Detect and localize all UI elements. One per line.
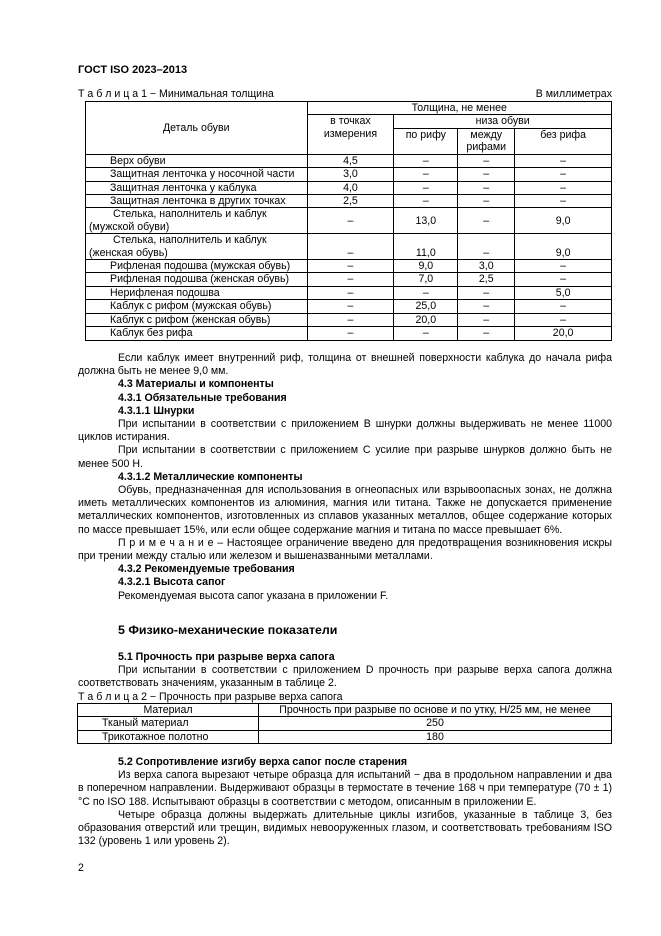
points-cell: – (307, 234, 394, 260)
header-between: между рифами (458, 128, 515, 154)
table1-units: В миллиметрах (535, 88, 612, 100)
part-cell: Верх обуви (86, 154, 308, 167)
header-no-rib: без рифа (515, 128, 612, 154)
points-cell: – (307, 260, 394, 273)
table1-caption: Т а б л и ц а 1 − Минимальная толщина (78, 88, 274, 100)
table-row (78, 717, 612, 730)
no-rib-cell: – (515, 260, 612, 273)
header-material: Материал (78, 704, 259, 717)
heading-5-2: 5.2 Сопротивление изгибу верха сапог после старения (118, 756, 408, 768)
part-cell: Защитная ленточка у каблука (86, 181, 308, 194)
table-row (78, 730, 612, 743)
table-row (86, 208, 612, 234)
between-cell: 3,0 (458, 260, 515, 273)
between-cell: 2,5 (458, 273, 515, 286)
on-rib-cell: – (394, 286, 458, 299)
heading-4-3-1-1: 4.3.1.1 Шнурки (118, 404, 195, 417)
header-points: в точках измерения (307, 115, 394, 154)
between-cell: – (458, 208, 515, 234)
note: П р и м е ч а н и е – Настоящее ограничение введено для предотвращения возникновения искры при трении между сталью или железом и вышеназванными металлами. (78, 536, 612, 563)
no-rib-cell: 9,0 (515, 208, 612, 234)
no-rib-cell: – (515, 195, 612, 208)
section-5-1 (78, 651, 612, 704)
strength-cell: 250 (259, 717, 612, 730)
part-cell: Нерифленая подошва (86, 286, 308, 299)
part-cell: Рифленая подошва (мужская обувь) (86, 260, 308, 273)
on-rib-cell: – (394, 195, 458, 208)
paragraph: Рекомендуемая высота сапог указана в приложении F. (118, 589, 389, 602)
on-rib-cell: 13,0 (394, 208, 458, 234)
no-rib-cell: – (515, 300, 612, 313)
section-4-3 (78, 352, 612, 603)
no-rib-cell: 20,0 (515, 327, 612, 340)
part-cell: Каблук с рифом (мужская обувь) (86, 300, 308, 313)
points-cell: – (307, 300, 394, 313)
paragraph: При испытании в соответствии с приложением C усилие при разрыве шнурков должно быть не менее 500 Н. (78, 444, 612, 470)
table-row (86, 300, 612, 313)
heading-4-3: 4.3 Материалы и компоненты (118, 378, 274, 391)
no-rib-cell: – (515, 168, 612, 181)
points-cell: – (307, 327, 394, 340)
on-rib-cell: 9,0 (394, 260, 458, 273)
between-cell: – (458, 300, 515, 313)
strength-cell: 180 (259, 730, 612, 743)
on-rib-cell: – (394, 327, 458, 340)
standard-number: ГОСТ ISO 2023–2013 (78, 64, 188, 76)
paragraph: Из верха сапога вырезают четыре образца для испытаний − два в продольном направлении и два в поперечном направлении. Выдерживают образцы в термостате в течение 168 ч при температуре (70 ± 1) °С по ISO 188. Испытывают образцы в соответствии с методом, описанным в приложении E. (78, 769, 612, 808)
table-row (86, 286, 612, 299)
points-cell: 4,0 (307, 181, 394, 194)
part-cell: Каблук без рифа (86, 327, 308, 340)
between-cell: – (458, 181, 515, 194)
points-cell: 4,5 (307, 154, 394, 167)
table-row (86, 327, 612, 340)
between-cell: – (458, 327, 515, 340)
on-rib-cell: 25,0 (394, 300, 458, 313)
on-rib-cell: – (394, 154, 458, 167)
no-rib-cell: – (515, 154, 612, 167)
paragraph: Обувь, предназначенная для использования в огнеопасных или взрывоопасных зонах, не должна иметь металлических компонентов из алюминия, магния или титана. Также не допускается применение металлических компонентов, изготовленных из сплавов указанных металлов, общее содержание которых по массе превышает 15%, или если общее содержание магния и титана по массе превышает 6%. (78, 484, 612, 536)
on-rib-cell: – (394, 168, 458, 181)
table1-caption-row (78, 88, 612, 100)
part-cell: Стелька, наполнитель и каблук (женская обувь) (86, 234, 308, 260)
table-row (86, 260, 612, 273)
header-sole: низа обуви (394, 115, 612, 128)
points-cell: 2,5 (307, 195, 394, 208)
on-rib-cell: 20,0 (394, 313, 458, 326)
no-rib-cell: – (515, 273, 612, 286)
points-cell: – (307, 273, 394, 286)
paragraph: При испытании в соответствии с приложением D прочность при разрыве верха сапога должна соответствовать значениям, указанным в таблице 2. (78, 664, 612, 690)
between-cell: – (458, 286, 515, 299)
between-cell: – (458, 168, 515, 181)
no-rib-cell: – (515, 313, 612, 326)
table-row (86, 234, 612, 260)
table-row (86, 195, 612, 208)
header-strength: Прочность при разрыве по основе и по утку, Н/25 мм, не менее (259, 704, 612, 717)
header-part: Деталь обуви (86, 102, 308, 155)
section-5-title: 5 Физико-механические показатели (118, 623, 338, 637)
part-cell: Защитная ленточка в других точках (86, 195, 308, 208)
paragraph: При испытании в соответствии с приложением B шнурки должны выдерживать не менее 11000 циклов истирания. (78, 418, 612, 444)
paragraph: Если каблук имеет внутренний риф, толщина от внешней поверхности каблука до начала рифа должна быть не менее 9,0 мм. (78, 352, 612, 378)
table2 (77, 703, 612, 744)
on-rib-cell: 11,0 (394, 234, 458, 260)
heading-4-3-1-2: 4.3.1.2 Металлические компоненты (118, 470, 303, 483)
table-row (86, 154, 612, 167)
on-rib-cell: – (394, 181, 458, 194)
heading-4-3-1: 4.3.1 Обязательные требования (118, 391, 287, 404)
table1 (85, 101, 612, 341)
page-number: 2 (78, 862, 84, 874)
section-5-2 (78, 756, 612, 848)
table-row (86, 181, 612, 194)
part-cell: Рифленая подошва (женская обувь) (86, 273, 308, 286)
table-row (86, 313, 612, 326)
points-cell: – (307, 208, 394, 234)
material-cell: Тканый материал (78, 717, 259, 730)
heading-5-1: 5.1 Прочность при разрыве верха сапога (118, 651, 335, 663)
material-cell: Трикотажное полотно (78, 730, 259, 743)
part-cell: Каблук с рифом (женская обувь) (86, 313, 308, 326)
no-rib-cell: – (515, 181, 612, 194)
header-thickness: Толщина, не менее (307, 102, 612, 115)
table-row (86, 168, 612, 181)
no-rib-cell: 9,0 (515, 234, 612, 260)
part-cell: Стелька, наполнитель и каблук (мужской обуви) (86, 208, 308, 234)
on-rib-cell: 7,0 (394, 273, 458, 286)
heading-4-3-2-1: 4.3.2.1 Высота сапог (118, 576, 226, 589)
paragraph: Четыре образца должны выдержать длительные циклы изгибов, указанные в таблице 3, без образования отверстий или трещин, видимых невооруженных глазом, и соответствовать требованиям ISO 132 (уровень 1 или уровень 2). (78, 808, 612, 848)
table-row (86, 273, 612, 286)
between-cell: – (458, 195, 515, 208)
between-cell: – (458, 234, 515, 260)
heading-4-3-2: 4.3.2 Рекомендуемые требования (118, 563, 295, 576)
no-rib-cell: 5,0 (515, 286, 612, 299)
between-cell: – (458, 154, 515, 167)
points-cell: – (307, 313, 394, 326)
points-cell: – (307, 286, 394, 299)
table2-caption: Т а б л и ц а 2 − Прочность при разрыве верха сапога (78, 690, 343, 703)
points-cell: 3,0 (307, 168, 394, 181)
part-cell: Защитная ленточка у носочной части (86, 168, 308, 181)
header-on-rib: по рифу (394, 128, 458, 154)
between-cell: – (458, 313, 515, 326)
